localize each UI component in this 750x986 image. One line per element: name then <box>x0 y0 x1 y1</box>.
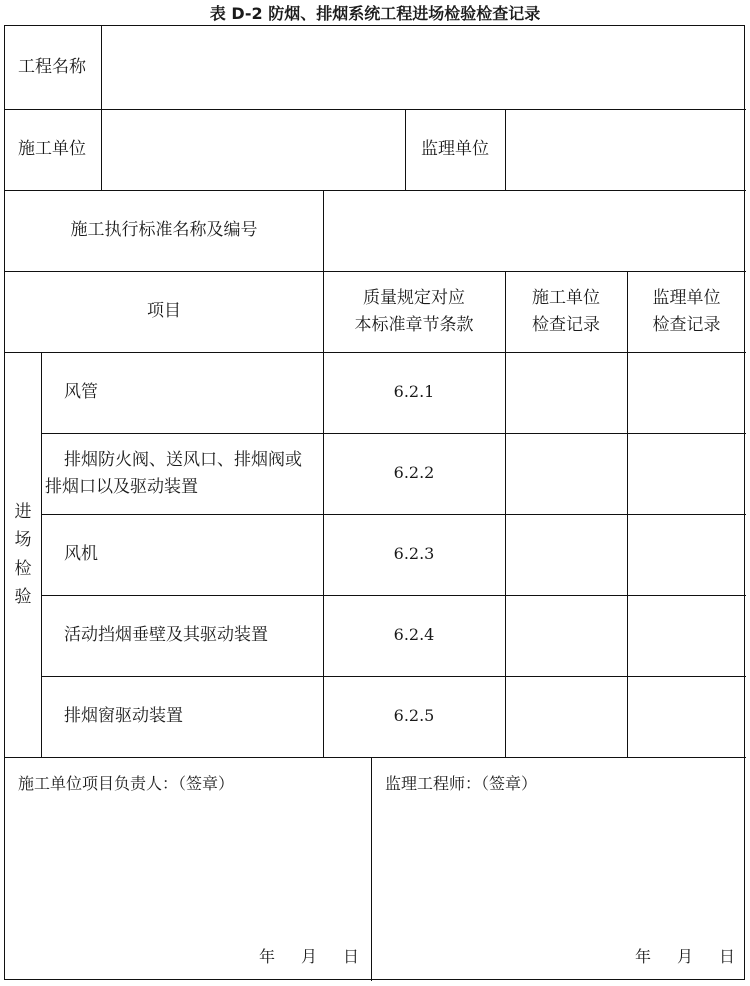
item-name: 风管 <box>64 382 98 403</box>
section-char: 进 <box>14 502 32 523</box>
construction-record-cell[interactable] <box>506 353 627 433</box>
construction-signature-date <box>259 944 369 970</box>
clause-number: 6.2.1 <box>393 382 435 402</box>
supervision-engineer-signature-label: 监理工程师：（签章） <box>385 774 538 793</box>
table-row-item <box>64 595 324 676</box>
item-name: 活动挡烟垂壁及其驱动装置 <box>64 625 268 646</box>
supervision-record-cell[interactable] <box>628 596 746 676</box>
item-name-continued: 排烟口以及驱动装置 <box>45 476 198 497</box>
construction-record-cell[interactable] <box>506 515 627 595</box>
supervision-signature-area[interactable] <box>372 798 744 938</box>
form-title: 表 D-2 防烟、排烟系统工程进场检验检查记录 <box>209 4 541 23</box>
date-day: 日 <box>719 946 736 966</box>
supervision-record-cell[interactable] <box>628 677 746 757</box>
clause-header-line1: 质量规定对应 <box>363 288 465 309</box>
construction-unit-label: 施工单位 <box>18 139 86 160</box>
construction-record-cell[interactable] <box>506 677 627 757</box>
item-name: 风机 <box>64 544 98 565</box>
construction-record-header <box>505 271 627 352</box>
section-char: 场 <box>14 530 32 551</box>
clause-column-header <box>323 271 505 352</box>
table-row-item <box>45 433 323 514</box>
inspection-form-table <box>4 25 745 980</box>
supervision-unit-label: 监理单位 <box>421 139 489 160</box>
table-row-item <box>64 676 324 757</box>
col-divider <box>41 352 42 757</box>
entry-inspection-section-label <box>5 352 41 757</box>
date-month: 月 <box>677 946 694 966</box>
supervision-unit-value[interactable] <box>506 109 746 190</box>
supervision-record-cell[interactable] <box>628 515 746 595</box>
item-name: 排烟窗驱动装置 <box>64 706 183 727</box>
section-char: 检 <box>14 558 32 579</box>
supervision-signature-date <box>635 944 745 970</box>
construction-unit-value[interactable] <box>102 109 405 190</box>
date-day: 日 <box>343 946 360 966</box>
clause-number: 6.2.4 <box>393 625 435 645</box>
standard-value[interactable] <box>324 190 746 271</box>
construction-record-line2: 检查记录 <box>532 314 600 335</box>
standard-label: 施工执行标准名称及编号 <box>70 220 258 241</box>
row-divider <box>5 757 746 758</box>
project-name-value[interactable] <box>102 26 746 109</box>
clause-number: 6.2.5 <box>393 706 435 726</box>
item-name: 排烟防火阀、送风口、排烟阀或 <box>64 450 302 471</box>
supervision-record-cell[interactable] <box>628 353 746 433</box>
supervision-record-cell[interactable] <box>628 434 746 514</box>
date-month: 月 <box>301 946 318 966</box>
supervision-record-header <box>627 271 746 352</box>
table-row-item <box>64 352 324 433</box>
construction-signature-area[interactable] <box>5 798 371 938</box>
date-year: 年 <box>635 946 652 966</box>
construction-record-line1: 施工单位 <box>532 288 600 309</box>
section-char: 验 <box>14 586 32 607</box>
clause-number: 6.2.3 <box>393 544 435 564</box>
supervision-record-line2: 检查记录 <box>652 314 721 335</box>
project-name-label: 工程名称 <box>18 57 86 78</box>
clause-header-line2: 本标准章节条款 <box>354 314 474 335</box>
supervision-record-line1: 监理单位 <box>652 288 721 309</box>
construction-record-cell[interactable] <box>506 596 627 676</box>
clause-number: 6.2.2 <box>393 463 435 483</box>
table-row-item <box>64 514 324 595</box>
construction-record-cell[interactable] <box>506 434 627 514</box>
item-column-header: 项目 <box>147 301 181 322</box>
date-year: 年 <box>259 946 276 966</box>
construction-manager-signature-label: 施工单位项目负责人：（签章） <box>18 774 235 793</box>
